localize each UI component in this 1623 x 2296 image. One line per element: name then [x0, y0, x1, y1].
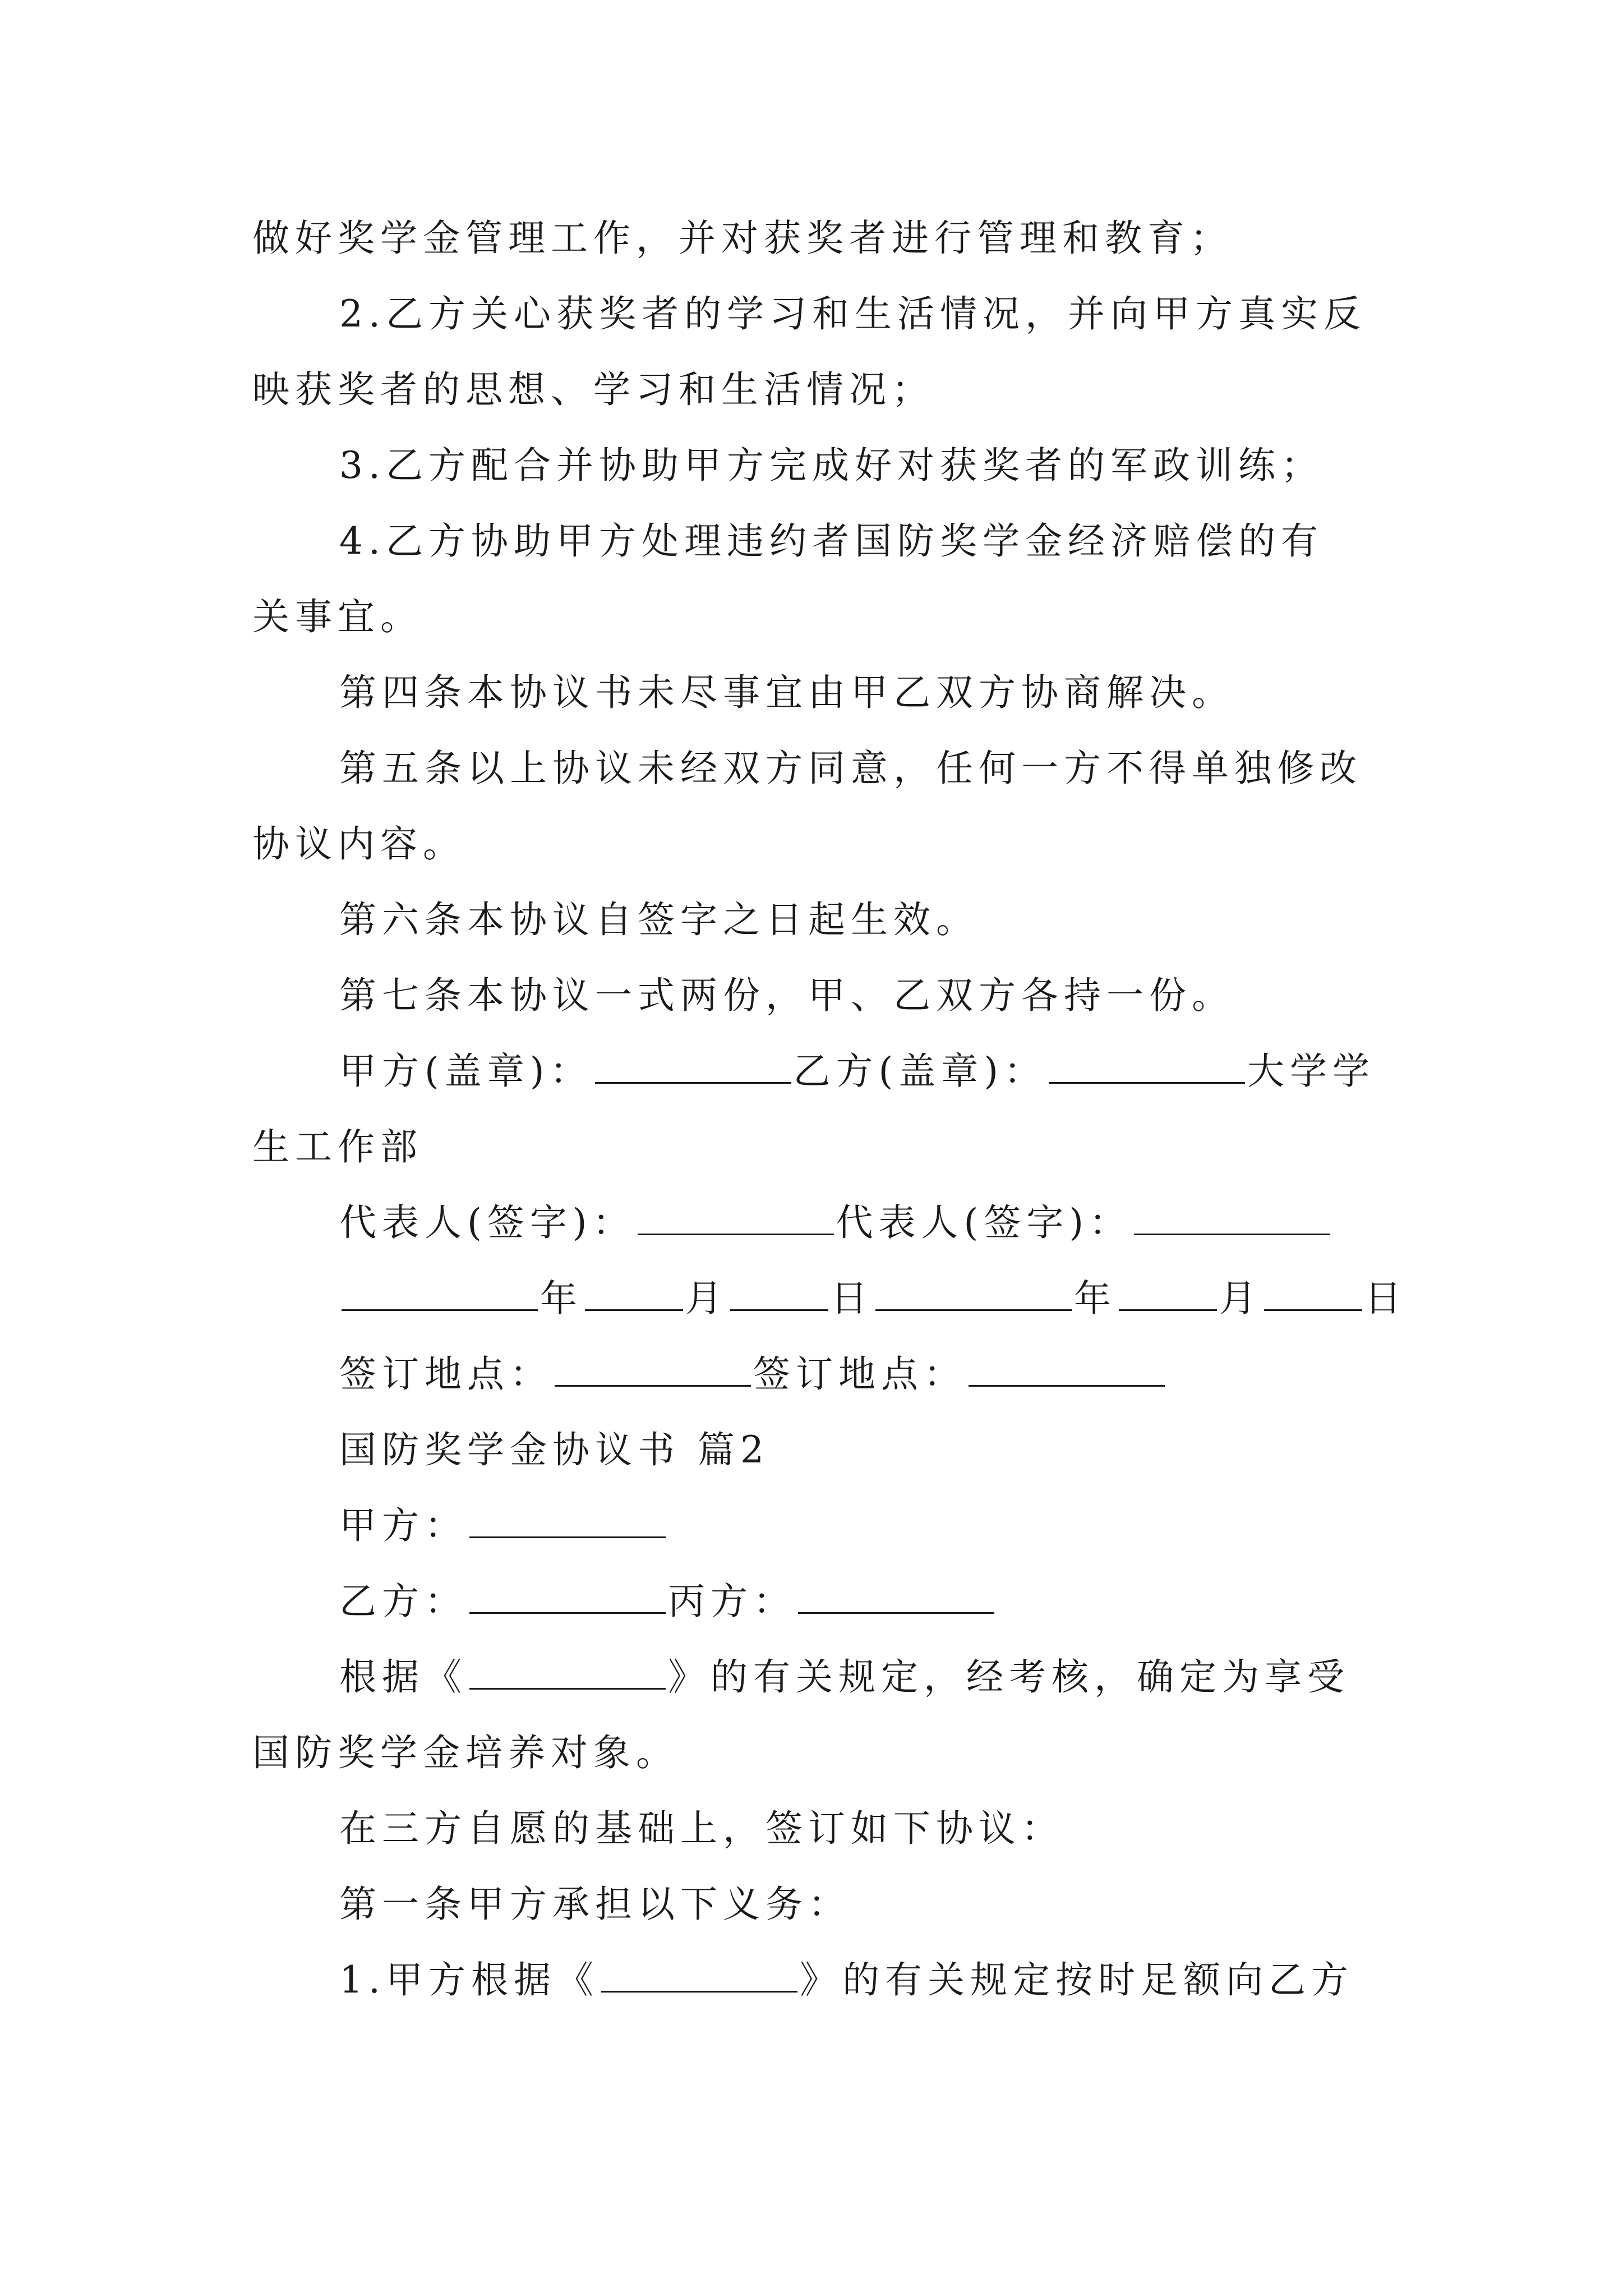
- date-line: 年 月 日 年 月 日: [339, 1273, 1407, 1324]
- blank-field: [638, 1201, 834, 1235]
- blank-field: [469, 1580, 666, 1614]
- blank-field: [595, 1050, 791, 1084]
- blank-field: [969, 1352, 1165, 1387]
- signature-line: 甲方(盖章)： 乙方(盖章)： 大学学: [339, 1050, 1375, 1093]
- blank-field: [730, 1277, 828, 1311]
- text-line: 第五条以上协议未经双方同意，任何一方不得单独修改: [339, 747, 1362, 790]
- text-line: 映获奖者的思想、学习和生活情况；: [252, 368, 934, 411]
- signature-line: 代表人(签字)： 代表人(签字)：: [339, 1198, 1332, 1248]
- text-line: 第七条本协议一式两份，甲、乙双方各持一份。: [339, 974, 1234, 1017]
- blank-field: [342, 1277, 538, 1311]
- text-line: 第六条本协议自签字之日起生效。: [339, 898, 979, 941]
- blank-field: [798, 1580, 994, 1614]
- text-line: 根据《 》的有关规定，经考核，确定为享受: [339, 1655, 1350, 1699]
- place-line: 签订地点： 签订地点：: [339, 1349, 1167, 1400]
- blank-field: [1049, 1050, 1245, 1084]
- text-line: 第四条本协议书未尽事宜由甲乙双方协商解决。: [339, 671, 1234, 714]
- text-line: 生工作部: [252, 1125, 423, 1168]
- text-line: 做好奖学金管理工作，并对获奖者进行管理和教育；: [252, 217, 1233, 260]
- blank-field: [469, 1655, 666, 1690]
- text-line: 国防奖学金培养对象。: [252, 1731, 679, 1774]
- blank-field: [555, 1352, 751, 1387]
- text-line: 4.乙方协助甲方处理违约者国防奖学金经济赔偿的有: [339, 519, 1324, 563]
- blank-field: [469, 1504, 666, 1538]
- party-line: 乙方： 丙方：: [339, 1576, 997, 1627]
- blank-field: [1119, 1277, 1217, 1311]
- text-line: 3.乙方配合并协助甲方完成好对获奖者的军政训练；: [339, 444, 1324, 487]
- text-line: 关事宜。: [252, 595, 423, 638]
- blank-field: [1134, 1201, 1330, 1235]
- blank-field: [1264, 1277, 1362, 1311]
- text-line: 在三方自愿的基础上，签订如下协议：: [339, 1807, 1064, 1850]
- blank-field: [601, 1958, 797, 1993]
- text-line: 2.乙方关心获奖者的学习和生活情况，并向甲方真实反: [339, 292, 1366, 335]
- blank-field: [585, 1277, 683, 1311]
- party-line: 甲方：: [339, 1501, 668, 1551]
- text-line: 1.甲方根据《 》的有关规定按时足额向乙方: [339, 1958, 1354, 2001]
- blank-field: [875, 1277, 1072, 1311]
- section-heading: 国防奖学金协议书 篇2: [339, 1428, 769, 1471]
- text-line: 协议内容。: [252, 822, 465, 866]
- text-line: 第一条甲方承担以下义务：: [339, 1883, 851, 1926]
